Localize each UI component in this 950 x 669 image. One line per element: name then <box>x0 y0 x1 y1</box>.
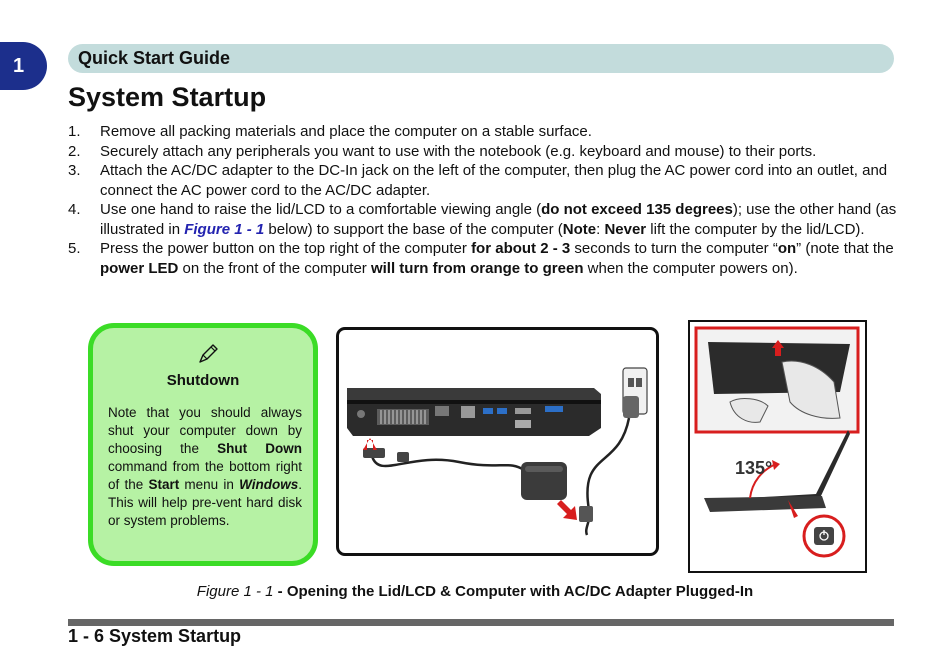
header-title: Quick Start Guide <box>78 48 231 68</box>
page-title: System Startup <box>68 82 267 112</box>
step-item <box>68 142 898 162</box>
note-title: Shutdown <box>166 372 240 389</box>
emphasis-text: Shut Down <box>217 441 302 456</box>
emphasis-text: for about 2 - 3 <box>471 240 571 257</box>
emphasis-text: power LED <box>100 259 179 277</box>
body-text: Securely attach any peripherals you want to use with the notebook (e.g. keyboard and mouse) to their ports. <box>100 142 817 160</box>
body-text: . This will help pre-vent hard disk or system problems. <box>108 477 303 528</box>
step-item <box>68 200 898 239</box>
body-text: Attach the AC/DC adapter to the DC-In jack on the left of the computer, then plug the AC power cord into an outlet, and connect the AC power cord to the AC/DC adapter. <box>100 162 888 199</box>
body-text: when the computer powers on). <box>583 259 798 277</box>
body-text: seconds to turn the computer “ <box>570 240 778 257</box>
body-text: lift the computer by the lid/LCD). <box>646 220 865 238</box>
step-number: 2. <box>68 142 81 160</box>
emphasis-text: Windows <box>239 477 299 492</box>
body-text: below) to support the base of the computer ( <box>264 220 563 238</box>
emphasis-text: do not exceed 135 degrees <box>541 201 733 218</box>
footer-page-label: 1 - 6 System Startup <box>68 626 242 646</box>
note-text <box>108 404 302 530</box>
pencil-icon <box>196 342 220 366</box>
emphasis-text: Start <box>148 477 180 492</box>
body-text: menu in <box>179 477 240 492</box>
body-text: Use one hand to raise the lid/LCD to a comfortable viewing angle ( <box>100 201 542 218</box>
body-text: on the front of the computer <box>178 259 371 277</box>
note-box <box>88 323 318 566</box>
step-item <box>68 161 898 200</box>
header-bar <box>68 44 894 73</box>
emphasis-text: will turn from orange to green <box>370 259 584 277</box>
body-text: Remove all packing materials and place the computer on a stable surface. <box>100 123 592 140</box>
step-number: 3. <box>68 162 81 179</box>
body-text: : <box>596 220 605 238</box>
lid-opening-drawing <box>690 322 865 571</box>
step-number: 5. <box>68 240 81 257</box>
step-number: 4. <box>68 201 81 218</box>
step-number: 1. <box>68 123 81 140</box>
chapter-number: 1 <box>12 54 25 77</box>
body-text: Press the power button on the top right of the computer <box>100 240 472 257</box>
emphasis-text: Note <box>562 220 597 238</box>
figure-adapter-illustration <box>336 327 659 556</box>
step-item <box>68 239 898 278</box>
figure-reference-link[interactable]: Figure 1 - 1 <box>184 220 265 238</box>
body-text: command from the bottom right of the <box>108 459 302 492</box>
chapter-tab <box>0 42 47 90</box>
caption-text: - Opening the Lid/LCD & Computer with AC/DC Adapter Plugged-In <box>273 583 754 600</box>
footer-rule <box>68 619 894 626</box>
emphasis-text: Never <box>604 220 647 238</box>
body-text: Note that you should always shut your computer down by choosing the <box>108 405 302 456</box>
emphasis-text: on <box>777 240 797 257</box>
angle-label: 135° <box>735 458 773 478</box>
laptop-adapter-drawing <box>339 330 656 553</box>
body-text: ” (note that the <box>796 240 894 257</box>
figure-lid-illustration <box>688 320 867 573</box>
steps-list <box>68 122 898 278</box>
figure-caption <box>0 583 950 600</box>
step-item <box>68 122 898 142</box>
body-text: ); use the other hand (as illustrated in <box>100 201 897 238</box>
caption-figure-number: Figure 1 - 1 <box>196 583 274 600</box>
